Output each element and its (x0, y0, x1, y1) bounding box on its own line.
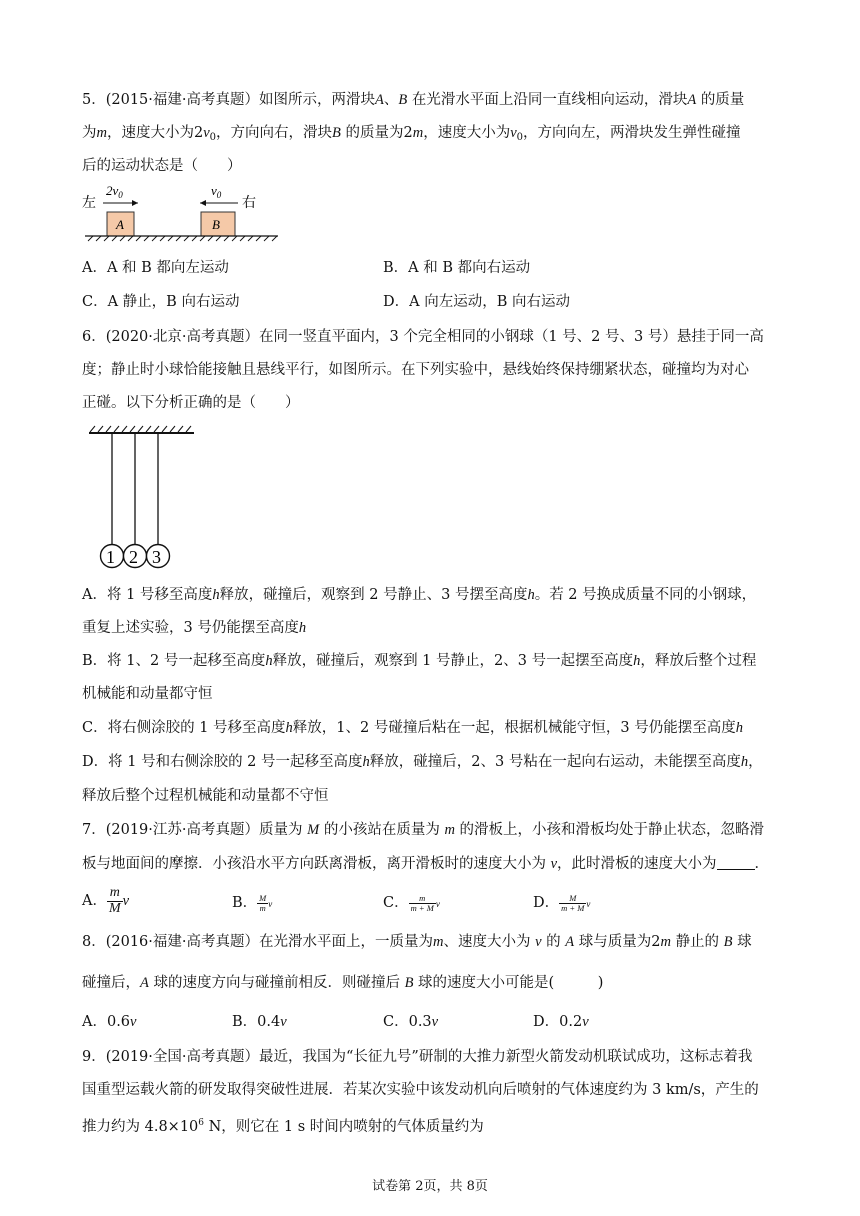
q7-line-1: 7．(2019·江苏·高考真题）质量为 M 的小孩站在质量为 m 的滑板上，小孩和滑板均处于静止状态，忽略滑 (82, 822, 765, 838)
q5-line-3: 后的运动状态是（ ） (82, 158, 242, 174)
q8-option-b[interactable]: B．0.4v (232, 1014, 287, 1030)
q9-line-3: 推力约为 $4.8\times 10^6$ N，则它在 1 s 时间内喷射的气体质量约为 (82, 1118, 484, 1135)
q5-line-2: 为m，速度大小为$2v_0$，方向向右，滑块B 的质量为2m，速度大小为$v_0$，方向向左，两滑块发生弹性碰撞 (82, 125, 741, 143)
q8-option-d[interactable]: D．0.2v (533, 1014, 589, 1030)
q5-option-c[interactable]: C．A 静止，B 向右运动 (82, 294, 240, 310)
ball-1-label: 1 (106, 547, 115, 567)
q6-option-d-line-1[interactable]: D．将 1 号和右侧涂胶的 2 号一起移至高度h释放，碰撞后，2、3 号粘在一起向右运动，未能摆至高度h， (82, 754, 763, 770)
q8-line-2: 碰撞后，A 球的速度方向与碰撞前相反．则碰撞后 B 球的速度大小可能是( ) (82, 975, 604, 991)
ground-hatch (88, 236, 277, 241)
q7-option-b[interactable]: B． $\frac{M}{m}$ v (232, 892, 273, 913)
ceiling-hatch (90, 426, 191, 432)
q7-line-2: 板与地面间的摩擦．小孩沿水平方向跃离滑板，离开滑板时的速度大小为 v，此时滑板的速度大小为 ． (82, 856, 770, 872)
q7-option-c[interactable]: C． $\frac{m}{m + M}$ v (383, 892, 440, 913)
q7-option-d[interactable]: D． $\frac{M}{m + M}$ v (533, 892, 591, 913)
q5-line-1: 5．(2015·福建·高考真题）如图所示，两滑块A、B 在光滑水平面上沿同一直线相向运动，滑块A 的质量 (82, 92, 745, 108)
q6-line-2: 度；静止时小球恰能接触且悬线平行，如图所示。在下列实验中，悬线始终保持绷紧状态，碰撞均为对心 (82, 362, 749, 378)
q6-option-d-line-2[interactable]: 释放后整个过程机械能和动量都不守恒 (82, 788, 329, 804)
q6-option-b-line-1[interactable]: B．将 1、2 号一起移至高度h释放，碰撞后，观察到 1 号静止，2、3 号一起摆至高度h，释放后整个过程 (82, 653, 757, 669)
q7-option-a[interactable]: A． $\frac{m}{M}$ v (82, 885, 130, 916)
q6-option-a-line-2[interactable]: 重复上述实验，3 号仍能摆至高度h (82, 620, 307, 636)
q8-option-a[interactable]: A．0.6v (82, 1014, 137, 1030)
q5-option-b[interactable]: B．A 和 B 都向右运动 (383, 260, 531, 276)
q9-line-2: 国重型运载火箭的研发取得突破性进展．若某次实验中该发动机向后喷射的气体速度约为 3 km/s，产生的 (82, 1082, 759, 1098)
q6-line-3: 正碰。以下分析正确的是（ ） (82, 395, 300, 411)
q6-option-a-line-1[interactable]: A．将 1 号移至高度h释放，碰撞后，观察到 2 号静止、3 号摆至高度h。若 2 号换成质量不同的小钢球， (82, 587, 757, 603)
label-left: 左 (82, 196, 96, 211)
page-footer: 试卷第 2页，共 8页 (372, 1179, 488, 1194)
q8-line-1: 8．(2016·福建·高考真题）在光滑水平面上，一质量为m、速度大小为 v 的 A 球与质量为2m 静止的 B 球 (82, 934, 752, 950)
velocity-a-label: $2v_0$ (106, 183, 123, 200)
label-right: 右 (242, 196, 256, 211)
svg-text:A: A (116, 217, 124, 232)
q6-line-1: 6．(2020·北京·高考真题）在同一竖直平面内，3 个完全相同的小钢球（1 号、2 号、3 号）悬挂于同一高 (82, 329, 764, 345)
q8-option-c[interactable]: C．0.3v (383, 1014, 439, 1030)
q6-option-c[interactable]: C．将右侧涂胶的 1 号移至高度h释放，1、2 号碰撞后粘在一起，根据机械能守恒，3 号仍能摆至高度h (82, 720, 743, 736)
q9-line-1: 9．(2019·全国·高考真题）最近，我国为“长征九号”研制的大推力新型火箭发动机联试成功，这标志着我 (82, 1049, 753, 1065)
ball-2-label: 2 (129, 547, 138, 567)
q5-option-d[interactable]: D．A 向左运动，B 向右运动 (383, 294, 570, 310)
q5-option-a[interactable]: A．A 和 B 都向左运动 (82, 260, 229, 276)
svg-text:B: B (212, 217, 220, 232)
q5-figure (80, 183, 290, 243)
velocity-b-label: $v_0$ (211, 183, 222, 200)
q6-option-b-line-2[interactable]: 机械能和动量都守恒 (82, 686, 213, 702)
q6-pendulum-figure (84, 420, 200, 570)
ball-3-label: 3 (152, 547, 161, 567)
answer-blank[interactable] (717, 855, 755, 870)
